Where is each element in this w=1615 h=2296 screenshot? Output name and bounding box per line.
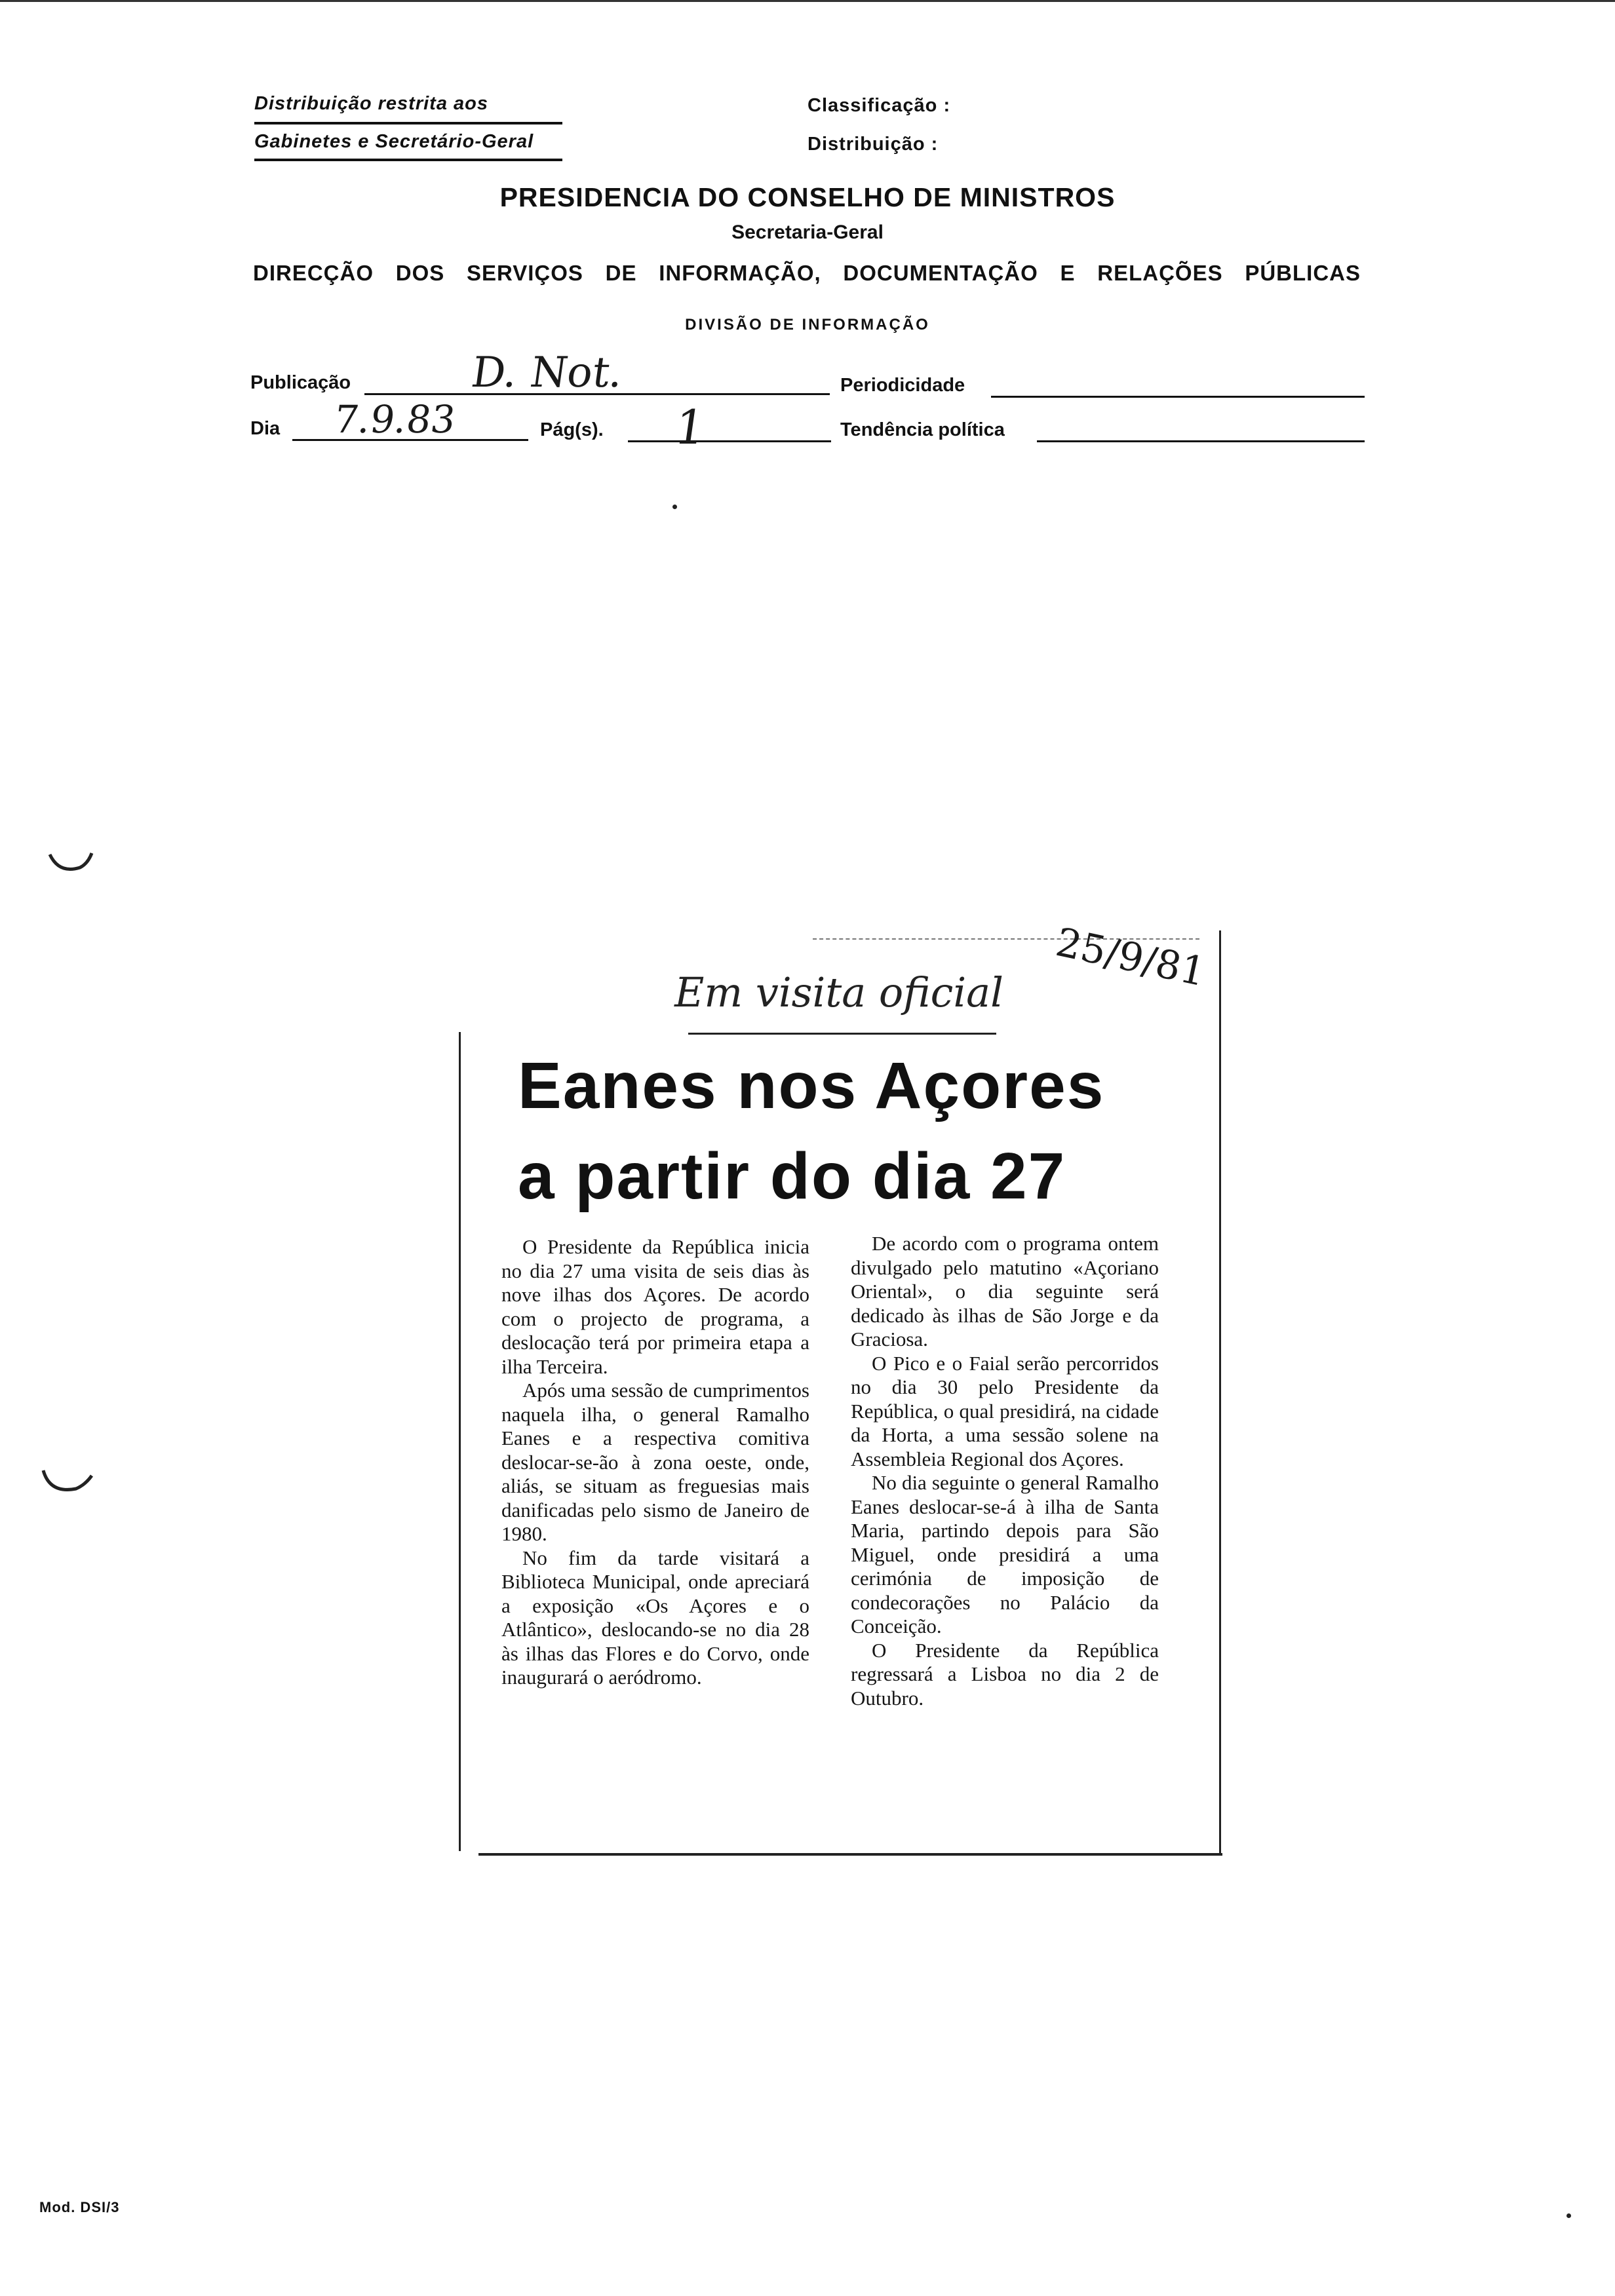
page-subtitle: Secretaria-Geral	[731, 221, 884, 243]
restriction-underline-1	[254, 122, 562, 124]
clipping-left-border	[459, 1032, 461, 1851]
directorate-line	[253, 261, 1361, 286]
publicacao-handwritten: D. Not.	[468, 349, 627, 397]
tendencia-label: Tendência política	[840, 419, 1005, 440]
handwritten-date-note: 25/9/81	[1051, 919, 1210, 996]
directorate-word: E	[1060, 261, 1076, 285]
restriction-underline-2	[254, 159, 562, 161]
pags-label: Pág(s).	[540, 419, 604, 440]
article-column-right	[851, 1232, 1159, 1710]
directorate-word: DE	[605, 261, 637, 285]
dia-label: Dia	[250, 418, 281, 439]
directorate-word: RELAÇÕES	[1097, 261, 1223, 285]
directorate-word: DOS	[395, 261, 445, 285]
top-edge-line	[0, 0, 1615, 2]
pags-line	[628, 440, 831, 442]
article-headline-line-1: Eanes nos Açores	[518, 1049, 1105, 1122]
clipping-right-border	[1219, 930, 1221, 1854]
page-title: PRESIDENCIA DO CONSELHO DE MINISTROS	[499, 182, 1116, 212]
article-paragraph: De acordo com o programa ontem divulgado pelo matutino «Açoriano Oriental», o dia seguinte será dedicado às ilhas de São Jorge e da Graciosa.	[851, 1232, 1159, 1350]
restriction-line-1: Distribuição restrita aos	[254, 93, 488, 114]
punch-hole-mark-icon	[38, 1465, 97, 1504]
article-paragraph: O Presidente da República inicia no dia 27 uma visita de seis dias às nove ilhas dos Açores. De acordo com o projecto de programa, a deslocação terá por primeira etapa a ilha Terceira.	[501, 1235, 809, 1378]
directorate-word: SERVIÇOS	[466, 261, 583, 285]
distribuicao-label: Distribuição :	[808, 134, 939, 155]
directorate-word: DIRECÇÃO	[253, 261, 374, 285]
pags-handwritten: 1	[671, 400, 709, 455]
article-paragraph: No dia seguinte o general Ramalho Eanes deslocar-se-á à ilha de Santa Maria, partindo depois para São Miguel, onde presidirá a uma cerimónia de imposição de condecorações no Palácio da Conceição.	[851, 1471, 1159, 1637]
directorate-word: PÚBLICAS	[1245, 261, 1361, 285]
article-paragraph: Após uma sessão de cumprimentos naquela ilha, o general Ramalho Eanes e a respectiva comitiva deslocar-se-ão à zona oeste, onde, aliás, se situam as freguesias mais danificadas pelo sismo de Janeiro de 1980.	[501, 1379, 809, 1545]
division-title: DIVISÃO DE INFORMAÇÃO	[685, 316, 930, 334]
article-paragraph: O Pico e o Faial serão percorridos no dia 30 pelo Presidente da República, o qual presidirá, na cidade da Horta, a uma sessão solene na Assembleia Regional dos Açores.	[851, 1351, 1159, 1470]
article-headline-line-2: a partir do dia 27	[518, 1139, 1066, 1213]
directorate-word: INFORMAÇÃO,	[659, 261, 821, 285]
article-paragraph: O Presidente da República regressará a Lisboa no dia 2 de Outubro.	[851, 1638, 1159, 1710]
punch-hole-mark-icon	[46, 848, 98, 881]
kicker-rule	[688, 1033, 996, 1035]
classificacao-label: Classificação :	[808, 95, 951, 116]
publicacao-label: Publicação	[250, 372, 351, 393]
article-paragraph: No fim da tarde visitará a Biblioteca Municipal, onde apreciará a exposição «Os Açores e o Atlântico», deslocando-se no dia 28 às ilhas das Flores e do Corvo, onde inaugurará o aeródromo.	[501, 1546, 809, 1689]
restriction-line-2: Gabinetes e Secretário-Geral	[254, 131, 534, 152]
periodicidade-line	[991, 396, 1365, 398]
dia-handwritten: 7.9.83	[331, 397, 459, 442]
periodicidade-label: Periodicidade	[840, 375, 965, 396]
directorate-word: DOCUMENTAÇÃO	[843, 261, 1038, 285]
form-code: Mod. DSI/3	[39, 2199, 120, 2215]
stray-dot	[672, 505, 677, 509]
clipping-bottom-border	[478, 1853, 1222, 1856]
article-column-left	[501, 1235, 809, 1690]
tendencia-line	[1037, 440, 1365, 442]
stray-dot	[1566, 2213, 1571, 2218]
article-kicker: Em visita oficial	[674, 968, 1003, 1016]
